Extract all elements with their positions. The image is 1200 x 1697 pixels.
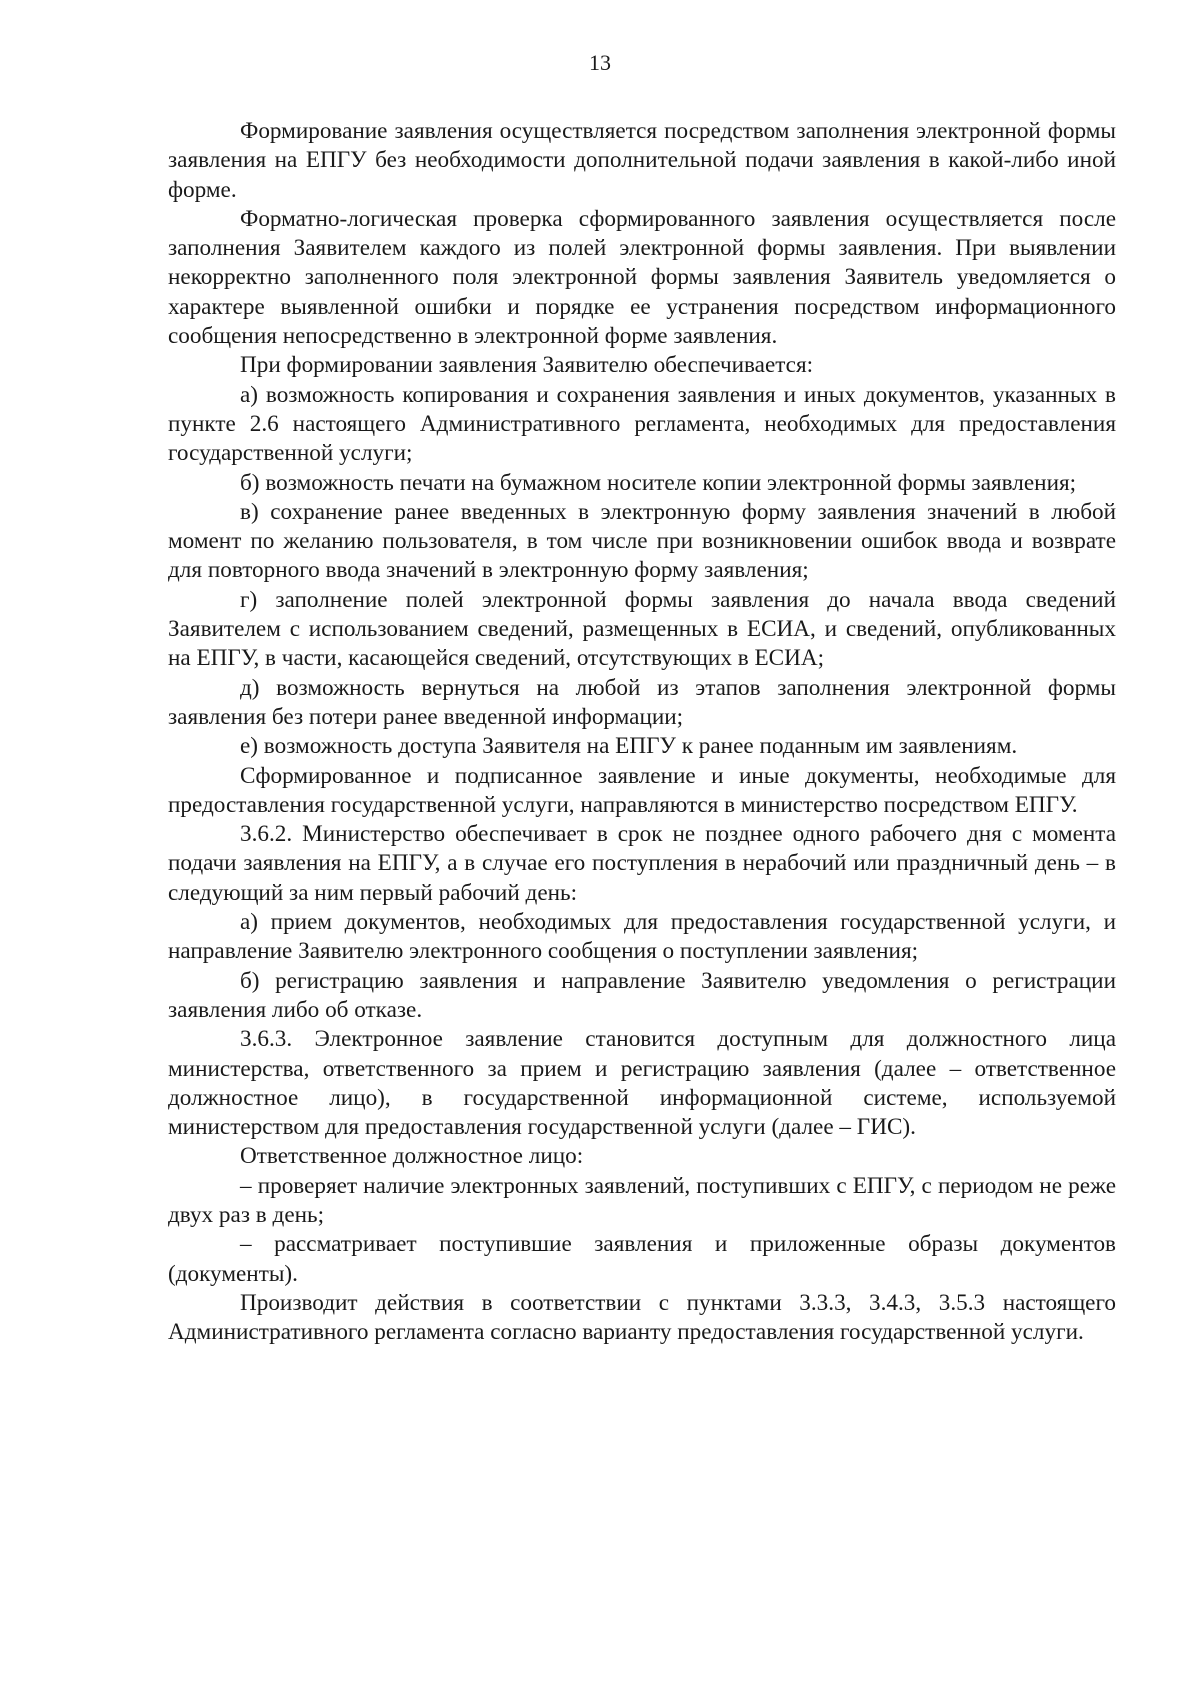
paragraph-4: Сформированное и подписанное заявление и иные документы, необходимые для предоставления государственной услуги, направляются в министерство посредством ЕПГУ. (168, 762, 1116, 818)
paragraph-3: При формировании заявления Заявителю обеспечивается: (240, 352, 814, 379)
list-item-v: в) сохранение ранее введенных в электронную форму заявления значений в любой момент по желанию пользователя, в том числе при возникновении ошибок ввода и возврате для повторного ввода значений в электронную форму заявления; (168, 498, 1116, 584)
list-item-e: е) возможность доступа Заявителя на ЕПГУ к ранее поданным им заявлениям. (240, 733, 1018, 760)
clause-3-6-2-item-b: б) регистрацию заявления и направление Заявителю уведомления о регистрации заявления либо об отказе. (168, 967, 1116, 1023)
list-item-g: г) заполнение полей электронной формы заявления до начала ввода сведений Заявителем с использованием сведений, размещенных в ЕСИА, и сведений, опубликованных на ЕПГУ, в части, касающейся сведений, отсутствующих в ЕСИА; (168, 586, 1116, 672)
paragraph-2: Форматно-логическая проверка сформированного заявления осуществляется после заполнения Заявителем каждого из полей электронной формы заявления. При выявлении некорректно заполненного поля электронной формы заявления Заявитель уведомляется о характере выявленной ошибки и порядке ее устранения посредством информационного сообщения непосредственно в электронной форме заявления. (168, 205, 1116, 350)
paragraph-1: Формирование заявления осуществляется посредством заполнения электронной формы заявления на ЕПГУ без необходимости дополнительной подачи заявления в какой-либо иной форме. (168, 118, 1116, 203)
clause-3-6-2-item-a: а) прием документов, необходимых для предоставления государственной услуги, и направление Заявителю электронного сообщения о поступлении заявления; (168, 909, 1116, 965)
dash-item-2: – рассматривает поступившие заявления и приложенные образы документов (документы). (168, 1231, 1116, 1287)
list-item-b: б) возможность печати на бумажном носителе копии электронной формы заявления; (240, 469, 1077, 496)
clause-3-6-3: 3.6.3. Электронное заявление становится доступным для должностного лица министерства, ответственного за прием и регистрацию заявления (далее – ответственное должностное лицо), в государственной информационной системе, используемой министерством для предоставления государственной услуги (далее – ГИС). (168, 1026, 1116, 1141)
paragraph-5: Ответственное должностное лицо: (240, 1143, 584, 1170)
paragraph-6: Производит действия в соответствии с пунктами 3.3.3, 3.4.3, 3.5.3 настоящего Административного регламента согласно варианту предоставления государственной услуги. (168, 1289, 1116, 1346)
page-number: 13 (589, 50, 611, 75)
document-body (168, 117, 1116, 1347)
list-item-d: д) возможность вернуться на любой из этапов заполнения электронной формы заявления без потери ранее введенной информации; (168, 674, 1116, 730)
list-item-a: а) возможность копирования и сохранения заявления и иных документов, указанных в пункте 2.6 настоящего Административного регламента, необходимых для предоставления государственной услуги; (168, 381, 1116, 467)
dash-item-1: – проверяет наличие электронных заявлений, поступивших с ЕПГУ, с периодом не реже двух раз в день; (168, 1172, 1116, 1228)
clause-3-6-2: 3.6.2. Министерство обеспечивает в срок не позднее одного рабочего дня с момента подачи заявления на ЕПГУ, а в случае его поступления в нерабочий или праздничный день – в следующий за ним первый рабочий день: (168, 821, 1116, 906)
